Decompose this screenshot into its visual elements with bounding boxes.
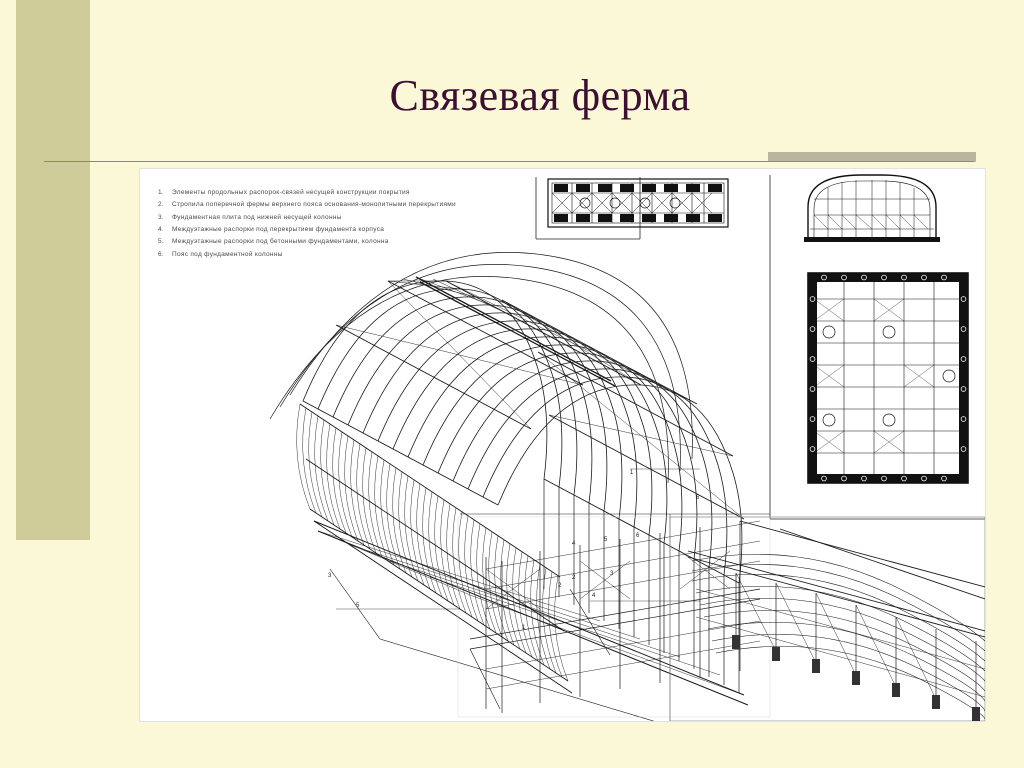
callout-label: 2 <box>558 583 562 589</box>
drawing-legend <box>158 187 558 261</box>
view-top-right-arch <box>804 175 940 242</box>
legend-item-number: 2. <box>158 201 165 209</box>
legend-item-text: Элементы продольных распорок-связей несущей конструкции покрытия <box>172 189 410 196</box>
legend-item-text: Пояс под фундаментной колонны <box>172 250 283 258</box>
legend-item-text: Стропила поперечной фермы верхнего пояса основания-монолитными перекрытиями <box>172 201 456 209</box>
legend-item <box>158 249 558 261</box>
left-accent-block-lower <box>16 540 90 768</box>
callout-label: 4 <box>592 593 596 599</box>
legend-item <box>158 236 558 248</box>
view-right-plan-grid <box>808 273 968 483</box>
left-edge-band <box>0 0 16 768</box>
legend-item <box>158 212 558 224</box>
legend-item-text: Фундаментная плита под нижней несущей колонны <box>172 213 342 221</box>
callout-label: 1 <box>630 470 634 476</box>
legend-item-number: 6. <box>158 250 165 258</box>
callout-label: 3 <box>328 573 332 579</box>
legend-item <box>158 224 558 236</box>
legend-item-number: 4. <box>158 226 165 234</box>
engineering-drawing <box>139 168 986 722</box>
legend-item-number: 1. <box>158 189 165 196</box>
svg-text:3: 3 <box>610 571 614 577</box>
legend-item <box>158 187 558 199</box>
callout-label: 6 <box>696 495 700 501</box>
view-bottom-right-detail <box>670 517 985 721</box>
svg-text:2: 2 <box>572 575 576 581</box>
view-top-left-elevation <box>548 179 728 227</box>
legend-item-number: 3. <box>158 213 165 221</box>
legend-item-number: 5. <box>158 238 165 246</box>
legend-item <box>158 199 558 211</box>
left-accent-block <box>16 0 90 540</box>
svg-text:5: 5 <box>604 537 608 543</box>
view-main-isometric-vault <box>270 252 748 721</box>
svg-text:1: 1 <box>522 625 526 631</box>
svg-text:4: 4 <box>572 541 576 547</box>
legend-item-text: Междуэтажные распорки под бетонными фундаментами, колонна <box>172 238 389 246</box>
legend-item-text: Междуэтажные распорки под перекрытием фундамента корпуса <box>172 226 385 234</box>
svg-text:6: 6 <box>636 533 640 539</box>
title-rule <box>44 161 974 162</box>
callout-label: 5 <box>356 603 360 609</box>
page-title: Связевая ферма <box>389 71 691 120</box>
